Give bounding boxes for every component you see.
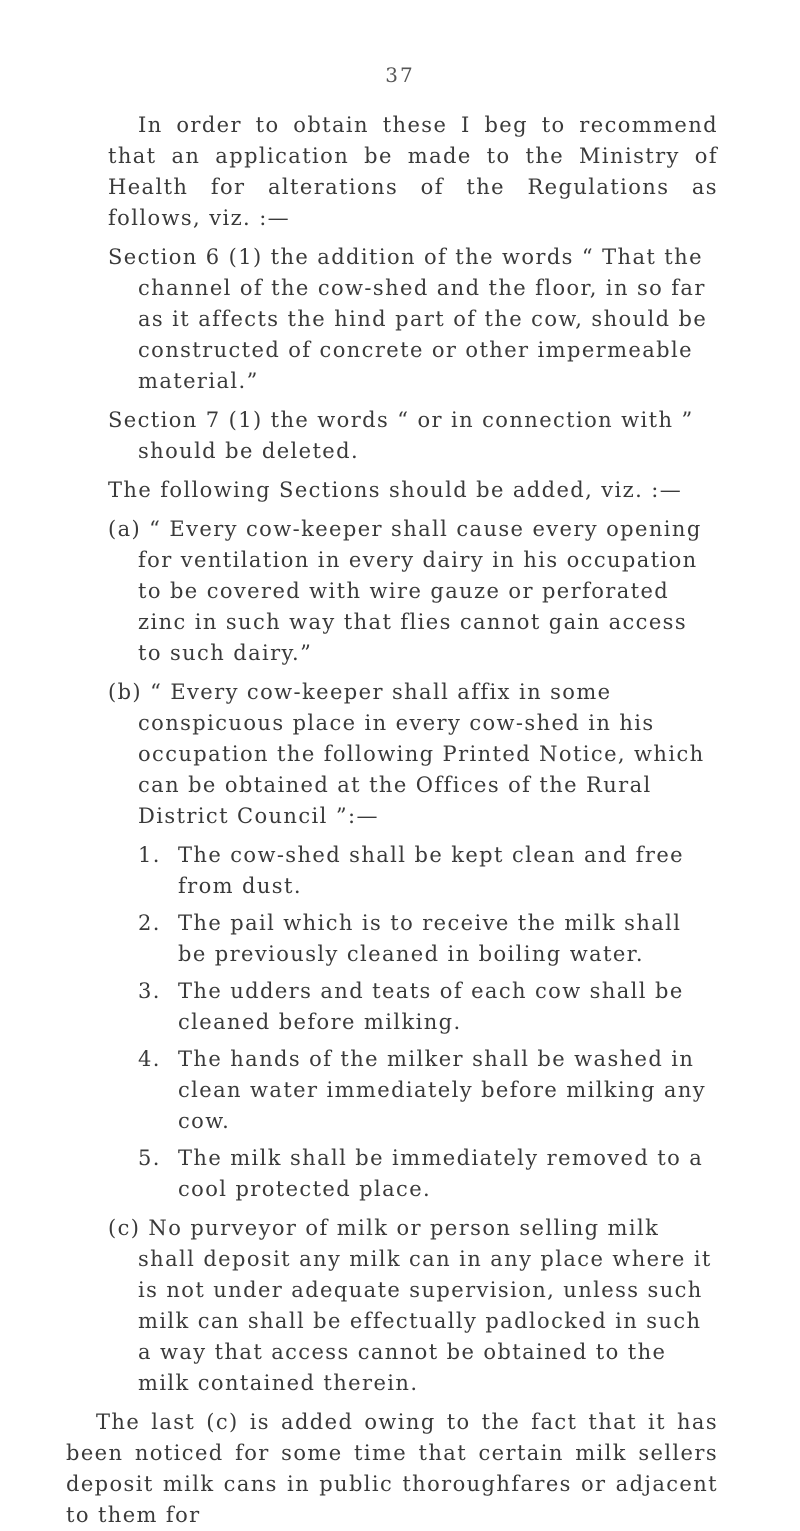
list-item-number: 3. <box>138 979 161 1003</box>
page-number: 37 <box>385 63 415 87</box>
item-c-paragraph: (c) No purveyor of milk or person selling milk shall deposit any milk can in any place where it is not under adequate supervision, unless such milk can shall be effectually padlocked in such a way that access cannot be obtained to the milk contained therein. <box>108 1216 712 1395</box>
notice-list <box>108 840 718 1205</box>
list-item-text: The hands of the milker shall be washed in clean water immediately before milking any cow. <box>178 1047 707 1133</box>
section-6-paragraph: Section 6 (1) the addition of the words “ That the channel of the cow-shed and the floor, in so far as it affects the hind part of the cow, should be constructed of concrete or other impermeable material.” <box>108 245 708 393</box>
following-sections-paragraph: The following Sections should be added, viz. :— <box>108 478 683 502</box>
list-item-text: The pail which is to receive the milk shall be previously cleaned in boiling water. <box>178 911 682 966</box>
section-7-paragraph: Section 7 (1) the words “ or in connection with ” should be deleted. <box>108 408 694 463</box>
closing-wrapper <box>66 1407 718 1531</box>
intro-paragraph: In order to obtain these I beg to recommend that an application be made to the Ministry of Health for alterations of the Regulations as follows, viz. :— <box>108 113 718 230</box>
document-body <box>66 110 718 1531</box>
list-item <box>108 976 718 1038</box>
list-item-number: 1. <box>138 843 161 867</box>
list-item <box>108 840 718 902</box>
list-item-text: The udders and teats of each cow shall be cleaned before milking. <box>178 979 684 1034</box>
list-item-text: The milk shall be immediately removed to a cool protected place. <box>178 1146 704 1201</box>
list-item-number: 5. <box>138 1146 161 1170</box>
list-item <box>108 1143 718 1205</box>
closing-paragraph: The last (c) is added owing to the fact that it has been noticed for some time that certain milk sellers deposit milk cans in public thoroughfares or adjacent to them for <box>66 1410 718 1527</box>
item-a-paragraph: (a) “ Every cow-keeper shall cause every opening for ventilation in every dairy in his occupation to be covered with wire gauze or perforated zinc in such way that flies cannot gain access to such dairy.” <box>108 517 702 665</box>
list-item-text: The cow-shed shall be kept clean and free from dust. <box>178 843 684 898</box>
list-item <box>108 1044 718 1137</box>
list-item <box>108 908 718 970</box>
list-item-number: 4. <box>138 1047 161 1071</box>
list-item-number: 2. <box>138 911 161 935</box>
item-b-paragraph: (b) “ Every cow-keeper shall affix in some conspicuous place in every cow-shed in his occupation the following Printed Notice, which can be obtained at the Offices of the Rural District Council ”:— <box>108 680 705 828</box>
